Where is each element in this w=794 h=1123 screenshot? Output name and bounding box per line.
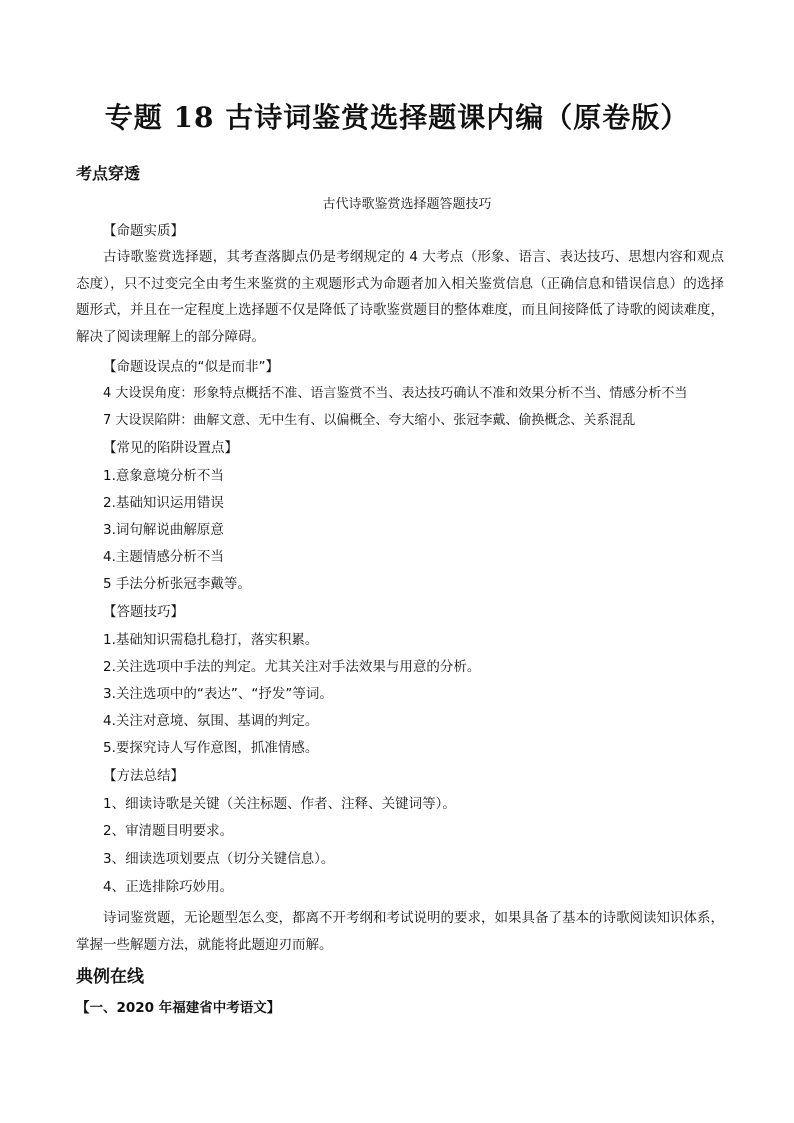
sheiwu-line-2: 7 大设误陷阱：曲解文意、无中生有、以偏概全、夸大缩小、张冠李戴、偷换概念、关系混乱	[103, 413, 636, 428]
xianjing-heading: 【常见的陷阱设置点】	[103, 440, 238, 456]
section-heading-kaodian: 考点穿透	[76, 164, 141, 183]
jiqiao-item: 3.关注选项中的“表达”、“抒发”等词。	[103, 686, 333, 702]
jiqiao-item: 1.基础知识需稳扎稳打，落实积累。	[103, 632, 319, 648]
sheiwu-line-1: 4 大设误角度：形象特点概括不准、语言鉴赏不当、表达技巧确认不准和效果分析不当、情感分析不当	[103, 386, 688, 401]
xianjing-item: 5 手法分析张冠李戴等。	[103, 576, 251, 592]
xianjing-item: 3.词句解说曲解原意	[103, 522, 224, 538]
section-heading-dianli: 典例在线	[76, 967, 144, 987]
example-heading: 【一、2020 年福建省中考语文】	[76, 1000, 281, 1016]
fangfa-heading: 【方法总结】	[103, 768, 184, 784]
jiqiao-item: 2.关注选项中手法的判定。尤其关注对手法效果与用意的分析。	[103, 659, 481, 675]
jiqiao-heading: 【答题技巧】	[103, 604, 184, 620]
document-title: 专题 18 古诗词鉴赏选择题课内编（原卷版）	[104, 101, 690, 134]
xianjing-item: 4.主题情感分析不当	[103, 549, 224, 565]
closing-paragraph: 诗词鉴赏题，无论题型怎么变，都离不开考纲和考试说明的要求，如果具备了基本的诗歌阅读知识体系，掌握一些解题方法，就能将此题迎刃而解。	[76, 910, 724, 953]
xianjing-item: 1.意象意境分析不当	[103, 468, 224, 484]
mingti-heading: 【命题实质】	[103, 223, 184, 239]
jiqiao-item: 4.关注对意境、氛围、基调的判定。	[103, 713, 319, 729]
jiqiao-item: 5.要探究诗人写作意图，抓准情感。	[103, 740, 319, 756]
subtitle: 古代诗歌鉴赏选择题答题技巧	[322, 197, 492, 212]
mingti-paragraph: 古诗歌鉴赏选择题，其考查落脚点仍是考纲规定的 4 大考点（形象、语言、表达技巧、思想内容和观点态度），只不过变完全由考生来鉴赏的主观题形式为命题者加入相关鉴赏信息（正确信息和错误信息）的选择题形式，并且在一定程度上选择题不仅是降低了诗歌鉴赏题目的整体难度，而且间接降低了诗歌的阅读难度，解决了阅读理解上的部分障碍。	[76, 249, 724, 345]
fangfa-item: 2、审清题目明要求。	[103, 823, 234, 839]
fangfa-item: 3、细读选项划要点（切分关键信息）。	[103, 851, 335, 867]
sheiwu-heading: 【命题设误点的“似是而非”】	[103, 359, 279, 375]
fangfa-item: 4、正选排除巧妙用。	[103, 879, 234, 895]
fangfa-item: 1、细读诗歌是关键（关注标题、作者、注释、关键词等）。	[103, 796, 456, 812]
xianjing-item: 2.基础知识运用错误	[103, 495, 224, 511]
